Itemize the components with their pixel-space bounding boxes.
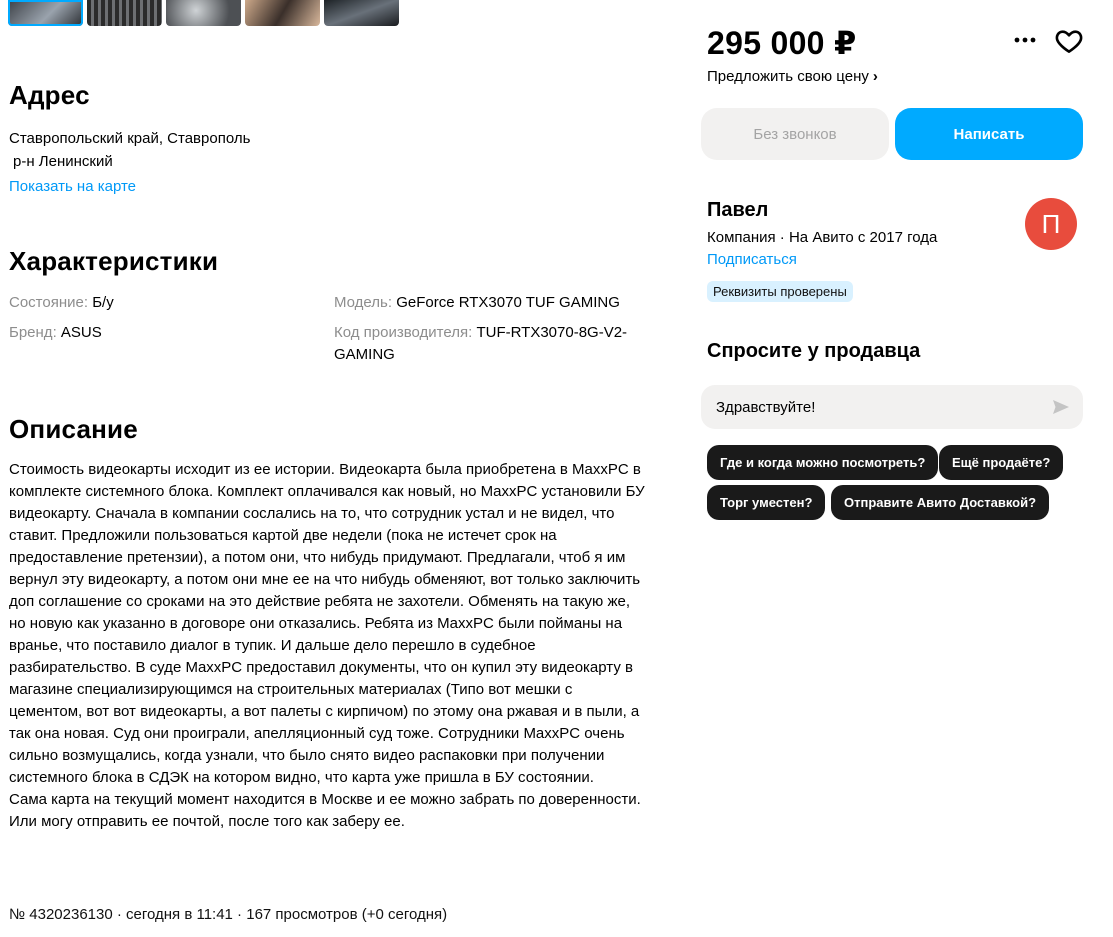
- address-title: Адрес: [9, 80, 90, 110]
- avatar[interactable]: П: [1025, 198, 1077, 250]
- offer-price-label: Предложить свою цену: [707, 68, 869, 85]
- char-value: Б/у: [92, 294, 114, 311]
- char-label: Модель:: [334, 294, 393, 311]
- more-options-icon[interactable]: [1011, 26, 1039, 54]
- quick-question-chip[interactable]: Отправите Авито Доставкой?: [831, 485, 1049, 520]
- write-message-button[interactable]: Написать: [895, 108, 1083, 160]
- char-label: Состояние:: [9, 294, 89, 311]
- description-paragraph: Сама карта на текущий момент находится в Москве и ее можно забрать по доверенности. Или могу отправить ее почтой, после того как заберу ее.: [9, 791, 641, 830]
- photo-thumbnails: [8, 0, 399, 26]
- verified-badge: Реквизиты проверены: [707, 281, 853, 302]
- subscribe-link[interactable]: Подписаться: [707, 251, 797, 268]
- show-on-map-link[interactable]: Показать на карте: [9, 178, 137, 195]
- listing-meta: № 4320236130 · сегодня в 11:41 · 167 просмотров (+0 сегодня): [9, 906, 448, 923]
- char-label: Код производителя:: [334, 324, 473, 341]
- quick-question-chip[interactable]: Где и когда можно посмотреть?: [707, 445, 938, 480]
- quick-question-chip[interactable]: Торг уместен?: [707, 485, 825, 520]
- message-box: [701, 385, 1083, 429]
- description-text: [9, 459, 649, 833]
- photo-thumbnail-2[interactable]: [87, 0, 162, 26]
- seller-subtitle: Компания · На Авито с 2017 года: [707, 229, 938, 246]
- address-district: р-н Ленинский: [13, 153, 113, 170]
- ask-seller-title: Спросите у продавца: [707, 340, 921, 362]
- char-brand: [9, 322, 102, 344]
- photo-thumbnail-4[interactable]: [245, 0, 320, 26]
- quick-question-chip[interactable]: Ещё продаёте?: [939, 445, 1063, 480]
- char-label: Бренд:: [9, 324, 57, 341]
- seller-name[interactable]: Павел: [707, 199, 769, 221]
- char-value: ASUS: [60, 324, 102, 341]
- no-calls-button: Без звонков: [701, 108, 889, 160]
- price: 295 000 ₽: [707, 25, 857, 61]
- photo-thumbnail-5[interactable]: [324, 0, 399, 26]
- chevron-right-icon: ›: [872, 68, 878, 85]
- description-title: Описание: [9, 414, 138, 444]
- photo-thumbnail-3[interactable]: [166, 0, 241, 26]
- favorite-heart-icon[interactable]: [1054, 26, 1084, 56]
- offer-price-link[interactable]: [707, 66, 878, 88]
- photo-thumbnail-1[interactable]: [8, 0, 83, 26]
- address-region: Ставропольский край, Ставрополь: [9, 130, 251, 147]
- characteristics-title: Характеристики: [9, 246, 219, 276]
- char-value: GeForce RTX3070 TUF GAMING: [396, 294, 620, 311]
- char-value: TUF-RTX3070-8G-V2-GAMING: [334, 324, 628, 363]
- send-icon[interactable]: [1051, 397, 1071, 417]
- char-condition: [9, 292, 114, 314]
- message-input[interactable]: [716, 385, 1036, 429]
- char-model: [334, 292, 620, 314]
- description-paragraph: Стоимость видеокарты исходит из ее истории. Видеокарта была приобретена в MaxxPC в комплекте системного блока. Комплект оплачивался как новый, но MaxxPC установили БУ видеокарту. Сначала в компании сослались на то, что сотрудник устал и не видел, что ставит. Предложили пользоваться картой две недели (пока не истечет срок на предоставление претензии), а потом они, что нибудь придумают. Предлагали, чтоб я им вернул эту видеокарту, а потом они мне ее на что нибудь обменяют, вот только заключить доп соглашение со сроками на это действие ребята не захотели. Обменять на такую же, но новую как указанно в договоре они отказались. Ребята из MaxxPC были пойманы на вранье, что поставило диалог в тупик. И дальше дело перешло в судебное разбирательство. В суде MaxxPC предоставил документы, что он купил эту видеокарту в магазине специализирующимся на строительных материалах (Типо вот мешки с цементом, вот вот видеокарты, а вот палеты с кирпичом) по этому она ржавая и в пыли, а так она новая. Суд они проиграли, апелляционный суд тоже. Сотрудники MaxxPC очень сильно возмущались, когда узнали, что было снято видео распаковки при получении системного блока в СДЭК на котором видно, что карта уже пришла в БУ состоянии.: [9, 461, 645, 786]
- char-manufacturer-code: [334, 322, 644, 366]
